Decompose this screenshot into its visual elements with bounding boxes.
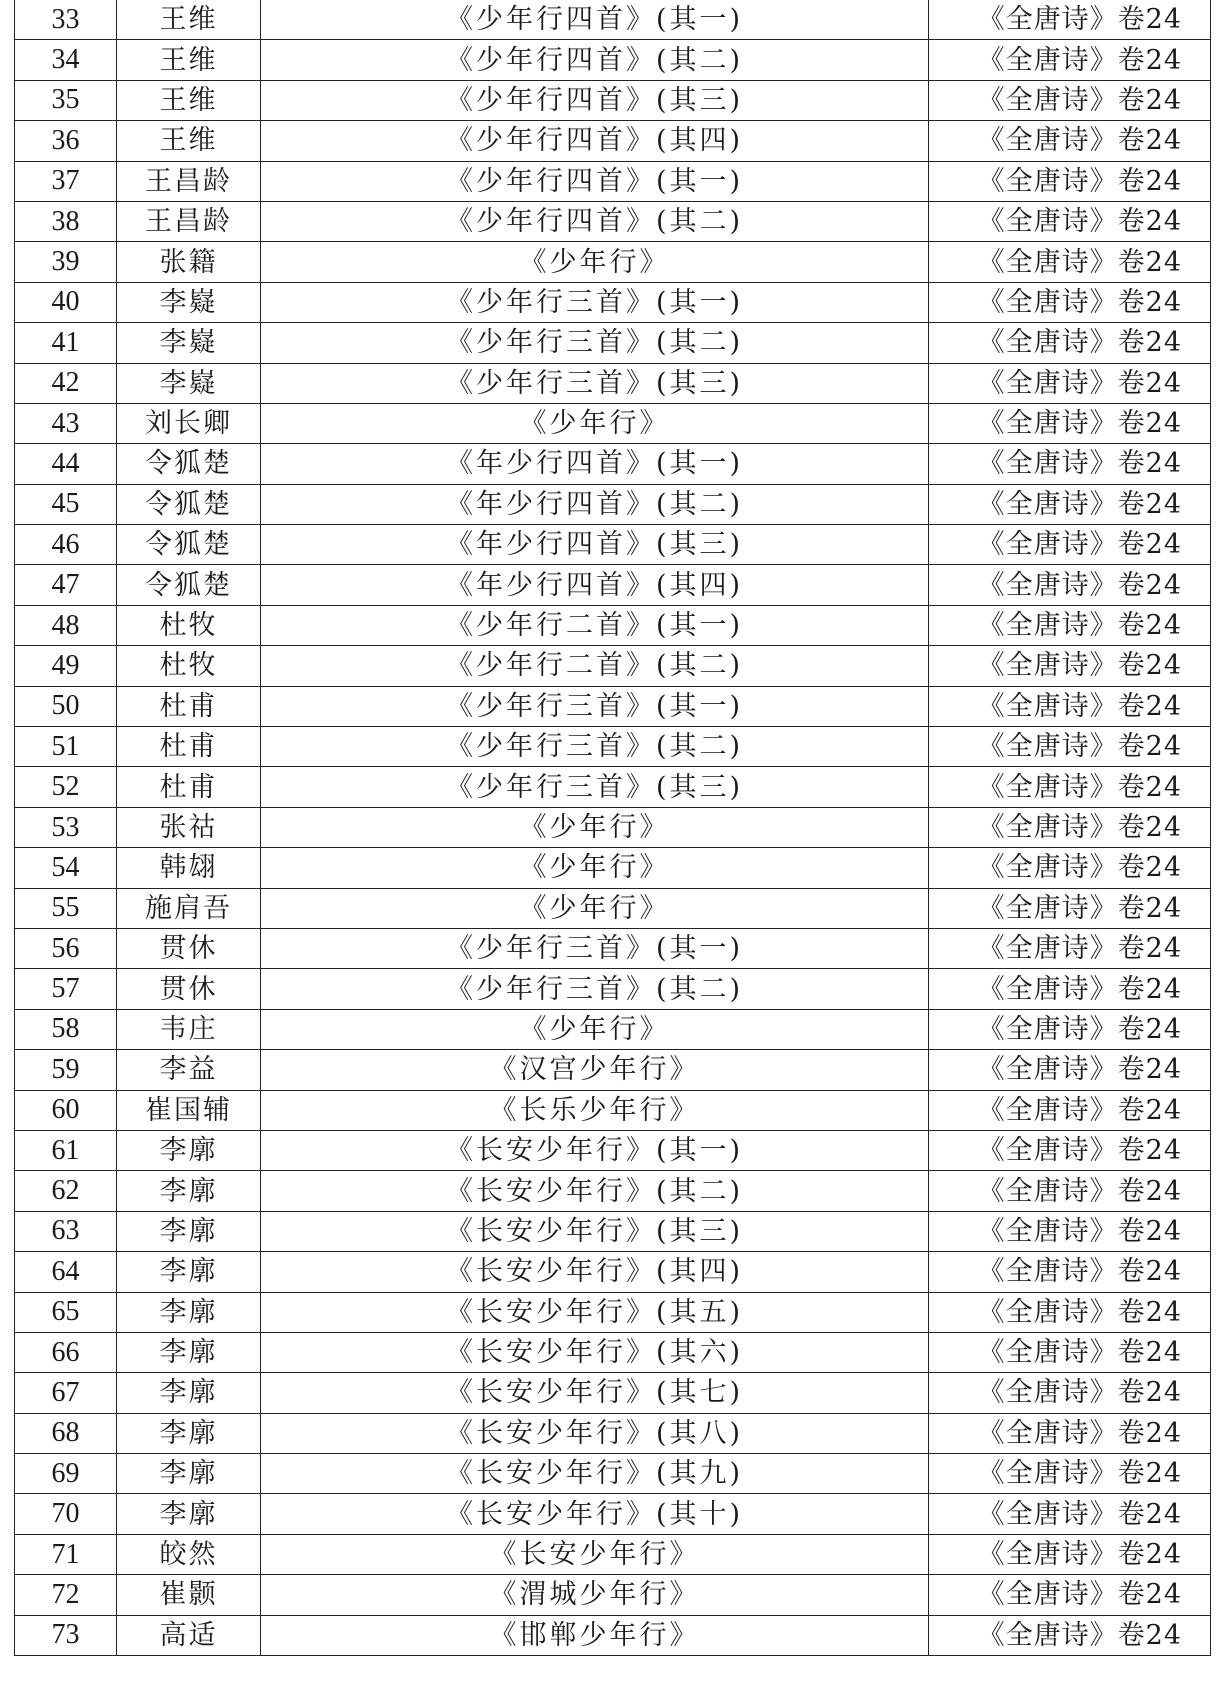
author-cell: 李廓: [117, 1171, 261, 1211]
table-row: [15, 807, 1211, 847]
row-number-cell: 60: [15, 1090, 117, 1130]
author-cell: 张祜: [117, 807, 261, 847]
source-cell: 《全唐诗》卷24: [929, 1252, 1211, 1292]
row-number-cell: 39: [15, 242, 117, 282]
table-row: [15, 1332, 1211, 1372]
document-page: [14, 0, 1210, 1656]
table-row: [15, 403, 1211, 443]
poem-title-cell: 《长安少年行》(其十): [261, 1494, 929, 1534]
row-number-cell: 55: [15, 888, 117, 928]
source-cell: 《全唐诗》卷24: [929, 1130, 1211, 1170]
poem-title-cell: 《少年行三首》(其三): [261, 767, 929, 807]
source-cell: 《全唐诗》卷24: [929, 1494, 1211, 1534]
poem-title-cell: 《少年行四首》(其二): [261, 201, 929, 241]
poem-title-cell: 《年少行四首》(其四): [261, 565, 929, 605]
table-row: [15, 444, 1211, 484]
poem-title-cell: 《少年行二首》(其一): [261, 605, 929, 645]
source-cell: 《全唐诗》卷24: [929, 727, 1211, 767]
source-cell: 《全唐诗》卷24: [929, 565, 1211, 605]
table-row: [15, 1211, 1211, 1251]
author-cell: 王昌龄: [117, 201, 261, 241]
source-cell: 《全唐诗》卷24: [929, 121, 1211, 161]
poem-title-cell: 《少年行三首》(其二): [261, 323, 929, 363]
source-cell: 《全唐诗》卷24: [929, 1292, 1211, 1332]
poem-title-cell: 《少年行三首》(其一): [261, 928, 929, 968]
row-number-cell: 37: [15, 161, 117, 201]
author-cell: 施肩吾: [117, 888, 261, 928]
author-cell: 令狐楚: [117, 484, 261, 524]
author-cell: 李嶷: [117, 363, 261, 403]
author-cell: 王维: [117, 121, 261, 161]
table-row: [15, 323, 1211, 363]
source-cell: 《全唐诗》卷24: [929, 161, 1211, 201]
table-row: [15, 565, 1211, 605]
poem-title-cell: 《少年行》: [261, 242, 929, 282]
poem-title-cell: 《长安少年行》(其一): [261, 1130, 929, 1170]
author-cell: 杜甫: [117, 767, 261, 807]
table-row: [15, 363, 1211, 403]
source-cell: 《全唐诗》卷24: [929, 323, 1211, 363]
author-cell: 李益: [117, 1050, 261, 1090]
row-number-cell: 48: [15, 605, 117, 645]
poem-title-cell: 《渭城少年行》: [261, 1575, 929, 1615]
author-cell: 崔国辅: [117, 1090, 261, 1130]
poem-title-cell: 《少年行四首》(其四): [261, 121, 929, 161]
author-cell: 李廓: [117, 1332, 261, 1372]
table-row: [15, 888, 1211, 928]
table-row: [15, 1252, 1211, 1292]
author-cell: 王维: [117, 80, 261, 120]
table-row: [15, 1615, 1211, 1655]
author-cell: 韩翃: [117, 848, 261, 888]
table-row: [15, 1373, 1211, 1413]
poem-title-cell: 《长安少年行》(其九): [261, 1454, 929, 1494]
table-row: [15, 848, 1211, 888]
source-cell: 《全唐诗》卷24: [929, 1332, 1211, 1372]
row-number-cell: 64: [15, 1252, 117, 1292]
author-cell: 李廓: [117, 1494, 261, 1534]
row-number-cell: 61: [15, 1130, 117, 1170]
poem-title-cell: 《长安少年行》(其三): [261, 1211, 929, 1251]
row-number-cell: 47: [15, 565, 117, 605]
source-cell: 《全唐诗》卷24: [929, 1090, 1211, 1130]
author-cell: 贯休: [117, 928, 261, 968]
author-cell: 皎然: [117, 1534, 261, 1574]
row-number-cell: 53: [15, 807, 117, 847]
source-cell: 《全唐诗》卷24: [929, 403, 1211, 443]
table-row: [15, 484, 1211, 524]
table-row: [15, 161, 1211, 201]
source-cell: 《全唐诗》卷24: [929, 686, 1211, 726]
poem-title-cell: 《少年行》: [261, 403, 929, 443]
author-cell: 王昌龄: [117, 161, 261, 201]
source-cell: 《全唐诗》卷24: [929, 484, 1211, 524]
row-number-cell: 54: [15, 848, 117, 888]
table-row: [15, 201, 1211, 241]
author-cell: 王维: [117, 0, 261, 40]
source-cell: 《全唐诗》卷24: [929, 1615, 1211, 1655]
author-cell: 崔颢: [117, 1575, 261, 1615]
poem-title-cell: 《长安少年行》(其八): [261, 1413, 929, 1453]
row-number-cell: 52: [15, 767, 117, 807]
row-number-cell: 36: [15, 121, 117, 161]
poem-title-cell: 《少年行四首》(其一): [261, 0, 929, 40]
table-row: [15, 121, 1211, 161]
row-number-cell: 35: [15, 80, 117, 120]
author-cell: 王维: [117, 40, 261, 80]
poem-title-cell: 《年少行四首》(其三): [261, 525, 929, 565]
poem-table: [14, 0, 1211, 1656]
poem-title-cell: 《少年行四首》(其二): [261, 40, 929, 80]
row-number-cell: 63: [15, 1211, 117, 1251]
author-cell: 高适: [117, 1615, 261, 1655]
table-row: [15, 686, 1211, 726]
poem-title-cell: 《年少行四首》(其一): [261, 444, 929, 484]
row-number-cell: 68: [15, 1413, 117, 1453]
row-number-cell: 50: [15, 686, 117, 726]
table-row: [15, 1575, 1211, 1615]
row-number-cell: 71: [15, 1534, 117, 1574]
author-cell: 杜甫: [117, 727, 261, 767]
table-row: [15, 1534, 1211, 1574]
poem-title-cell: 《年少行四首》(其二): [261, 484, 929, 524]
poem-title-cell: 《长安少年行》: [261, 1534, 929, 1574]
source-cell: 《全唐诗》卷24: [929, 1211, 1211, 1251]
source-cell: 《全唐诗》卷24: [929, 40, 1211, 80]
poem-title-cell: 《长安少年行》(其四): [261, 1252, 929, 1292]
row-number-cell: 72: [15, 1575, 117, 1615]
row-number-cell: 33: [15, 0, 117, 40]
row-number-cell: 59: [15, 1050, 117, 1090]
table-row: [15, 928, 1211, 968]
poem-title-cell: 《长安少年行》(其二): [261, 1171, 929, 1211]
source-cell: 《全唐诗》卷24: [929, 201, 1211, 241]
table-row: [15, 1494, 1211, 1534]
source-cell: 《全唐诗》卷24: [929, 605, 1211, 645]
source-cell: 《全唐诗》卷24: [929, 1575, 1211, 1615]
table-row: [15, 646, 1211, 686]
source-cell: 《全唐诗》卷24: [929, 928, 1211, 968]
poem-title-cell: 《少年行四首》(其三): [261, 80, 929, 120]
table-row: [15, 1050, 1211, 1090]
poem-title-cell: 《少年行》: [261, 1009, 929, 1049]
author-cell: 李廓: [117, 1413, 261, 1453]
author-cell: 杜牧: [117, 646, 261, 686]
row-number-cell: 73: [15, 1615, 117, 1655]
poem-title-cell: 《汉宫少年行》: [261, 1050, 929, 1090]
poem-table-body: [15, 0, 1211, 1656]
source-cell: 《全唐诗》卷24: [929, 242, 1211, 282]
source-cell: 《全唐诗》卷24: [929, 1373, 1211, 1413]
row-number-cell: 38: [15, 201, 117, 241]
author-cell: 杜牧: [117, 605, 261, 645]
source-cell: 《全唐诗》卷24: [929, 80, 1211, 120]
author-cell: 李廓: [117, 1454, 261, 1494]
table-row: [15, 80, 1211, 120]
poem-title-cell: 《少年行四首》(其一): [261, 161, 929, 201]
author-cell: 贯休: [117, 969, 261, 1009]
poem-title-cell: 《少年行三首》(其一): [261, 282, 929, 322]
poem-title-cell: 《少年行三首》(其二): [261, 969, 929, 1009]
table-row: [15, 242, 1211, 282]
poem-title-cell: 《少年行三首》(其三): [261, 363, 929, 403]
poem-title-cell: 《少年行三首》(其一): [261, 686, 929, 726]
source-cell: 《全唐诗》卷24: [929, 848, 1211, 888]
poem-title-cell: 《少年行》: [261, 848, 929, 888]
table-row: [15, 605, 1211, 645]
row-number-cell: 66: [15, 1332, 117, 1372]
row-number-cell: 56: [15, 928, 117, 968]
row-number-cell: 41: [15, 323, 117, 363]
table-row: [15, 525, 1211, 565]
poem-title-cell: 《少年行二首》(其二): [261, 646, 929, 686]
source-cell: 《全唐诗》卷24: [929, 888, 1211, 928]
table-row: [15, 727, 1211, 767]
author-cell: 张籍: [117, 242, 261, 282]
source-cell: 《全唐诗》卷24: [929, 1171, 1211, 1211]
author-cell: 杜甫: [117, 686, 261, 726]
row-number-cell: 49: [15, 646, 117, 686]
author-cell: 李廓: [117, 1130, 261, 1170]
poem-title-cell: 《长乐少年行》: [261, 1090, 929, 1130]
poem-title-cell: 《长安少年行》(其七): [261, 1373, 929, 1413]
poem-title-cell: 《邯郸少年行》: [261, 1615, 929, 1655]
poem-title-cell: 《少年行三首》(其二): [261, 727, 929, 767]
row-number-cell: 57: [15, 969, 117, 1009]
author-cell: 李廓: [117, 1292, 261, 1332]
source-cell: 《全唐诗》卷24: [929, 363, 1211, 403]
author-cell: 刘长卿: [117, 403, 261, 443]
source-cell: 《全唐诗》卷24: [929, 646, 1211, 686]
poem-title-cell: 《少年行》: [261, 888, 929, 928]
author-cell: 令狐楚: [117, 444, 261, 484]
source-cell: 《全唐诗》卷24: [929, 1534, 1211, 1574]
author-cell: 令狐楚: [117, 525, 261, 565]
table-row: [15, 1171, 1211, 1211]
row-number-cell: 58: [15, 1009, 117, 1049]
table-row: [15, 0, 1211, 40]
author-cell: 李嶷: [117, 282, 261, 322]
author-cell: 李廓: [117, 1373, 261, 1413]
row-number-cell: 69: [15, 1454, 117, 1494]
source-cell: 《全唐诗》卷24: [929, 525, 1211, 565]
row-number-cell: 46: [15, 525, 117, 565]
source-cell: 《全唐诗》卷24: [929, 969, 1211, 1009]
row-number-cell: 44: [15, 444, 117, 484]
author-cell: 韦庄: [117, 1009, 261, 1049]
author-cell: 李廓: [117, 1252, 261, 1292]
table-row: [15, 1130, 1211, 1170]
poem-title-cell: 《少年行》: [261, 807, 929, 847]
table-row: [15, 1009, 1211, 1049]
row-number-cell: 62: [15, 1171, 117, 1211]
row-number-cell: 42: [15, 363, 117, 403]
row-number-cell: 45: [15, 484, 117, 524]
row-number-cell: 43: [15, 403, 117, 443]
row-number-cell: 65: [15, 1292, 117, 1332]
poem-title-cell: 《长安少年行》(其五): [261, 1292, 929, 1332]
row-number-cell: 51: [15, 727, 117, 767]
author-cell: 李廓: [117, 1211, 261, 1251]
row-number-cell: 67: [15, 1373, 117, 1413]
row-number-cell: 40: [15, 282, 117, 322]
table-row: [15, 1413, 1211, 1453]
source-cell: 《全唐诗》卷24: [929, 0, 1211, 40]
table-row: [15, 1292, 1211, 1332]
source-cell: 《全唐诗》卷24: [929, 1454, 1211, 1494]
source-cell: 《全唐诗》卷24: [929, 1050, 1211, 1090]
table-row: [15, 1090, 1211, 1130]
table-row: [15, 969, 1211, 1009]
source-cell: 《全唐诗》卷24: [929, 1413, 1211, 1453]
source-cell: 《全唐诗》卷24: [929, 807, 1211, 847]
table-row: [15, 282, 1211, 322]
author-cell: 李嶷: [117, 323, 261, 363]
source-cell: 《全唐诗》卷24: [929, 444, 1211, 484]
author-cell: 令狐楚: [117, 565, 261, 605]
source-cell: 《全唐诗》卷24: [929, 282, 1211, 322]
source-cell: 《全唐诗》卷24: [929, 1009, 1211, 1049]
poem-title-cell: 《长安少年行》(其六): [261, 1332, 929, 1372]
table-row: [15, 40, 1211, 80]
table-row: [15, 767, 1211, 807]
source-cell: 《全唐诗》卷24: [929, 767, 1211, 807]
row-number-cell: 34: [15, 40, 117, 80]
table-row: [15, 1454, 1211, 1494]
row-number-cell: 70: [15, 1494, 117, 1534]
